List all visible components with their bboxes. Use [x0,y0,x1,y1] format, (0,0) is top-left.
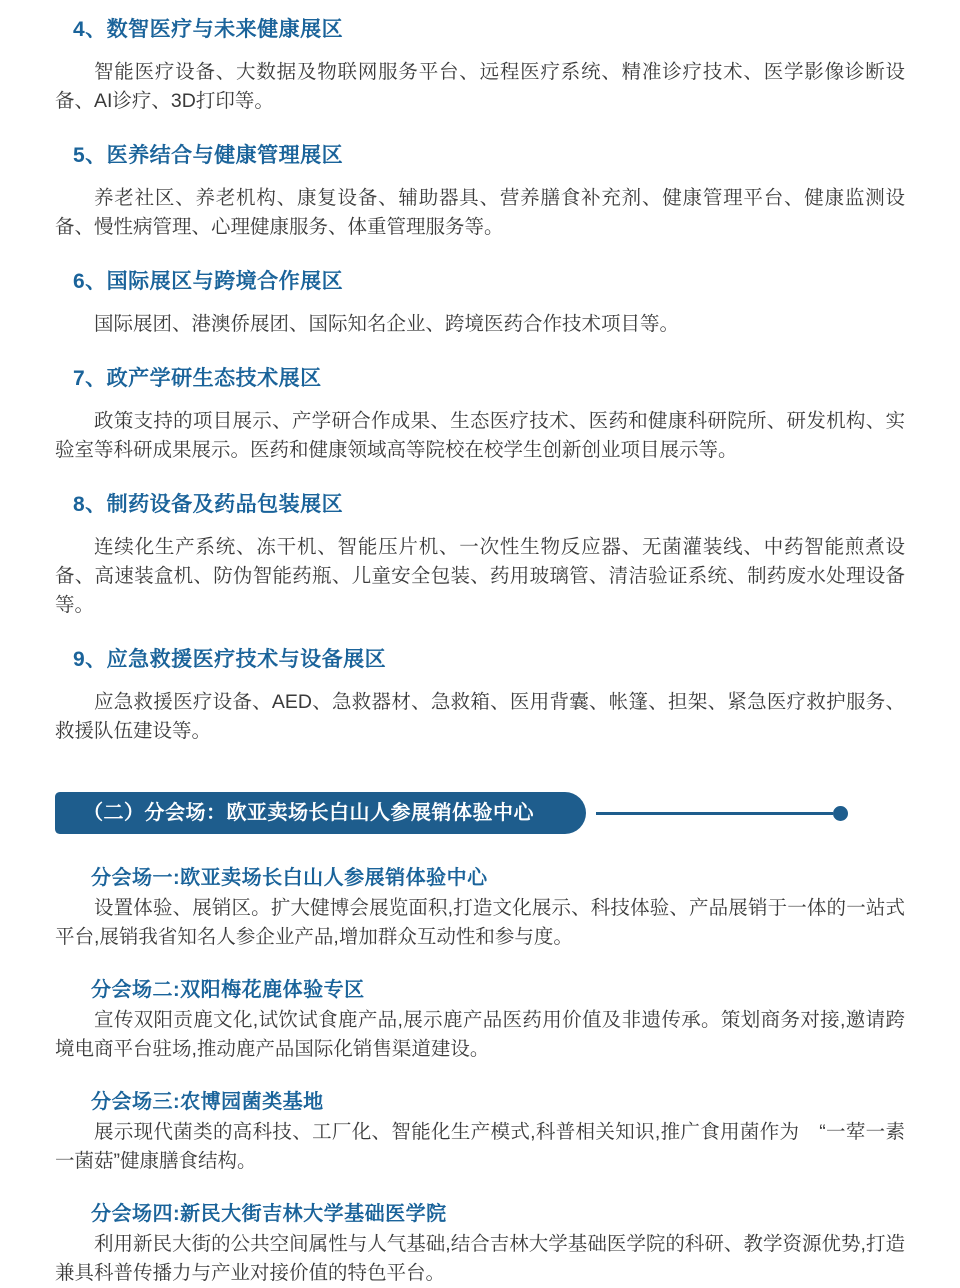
sub-venue-heading: 分会场一:欧亚卖场长白山人参展销体验中心 [91,867,488,889]
zone-heading: 5、医养结合与健康管理展区 [73,144,344,167]
zone-body: 智能医疗设备、大数据及物联网服务平台、远程医疗系统、精准诊疗技术、医学影像诊断设备、AI诊疗、3D打印等。 [55,61,905,112]
sub-venue-section [55,976,905,1064]
sub-venue-heading: 分会场三:农博园菌类基地 [91,1091,324,1113]
banner-line [596,812,833,815]
zone-heading: 6、国际展区与跨境合作展区 [73,270,344,293]
sub-venue-body: 利用新民大街的公共空间属性与人气基础,结合吉林大学基础医学院的科研、教学资源优势,打造兼具科普传播力与产业对接价值的特色平台。 [55,1233,905,1284]
zone-body: 应急救援医疗设备、AED、急救器材、急救箱、医用背囊、帐篷、担架、紧急医疗救护服务、救援队伍建设等。 [55,691,905,742]
exhibition-zone-section [55,16,905,116]
zone-body: 政策支持的项目展示、产学研合作成果、生态医疗技术、医药和健康科研院所、研发机构、实验室等科研成果展示。医药和健康领域高等院校在校学生创新创业项目展示等。 [55,410,905,461]
zone-heading: 8、制药设备及药品包装展区 [73,493,344,516]
sub-venue-banner: （二）分会场：欧亚卖场长白山人参展销体验中心 [55,792,586,834]
zone-heading: 7、政产学研生态技术展区 [73,367,322,390]
zone-body: 连续化生产系统、冻干机、智能压片机、一次性生物反应器、无菌灌装线、中药智能煎煮设备、高速装盒机、防伪智能药瓶、儿童安全包装、药用玻璃管、清洁验证系统、制药废水处理设备等。 [55,536,905,616]
exhibition-zone-section [55,268,905,339]
exhibition-zone-section [55,491,905,620]
sub-venue-section [55,1088,905,1176]
sub-venue-section [55,864,905,952]
zone-heading: 4、数智医疗与未来健康展区 [73,18,344,41]
exhibition-zone-section [55,365,905,465]
sub-venue-body: 宣传双阳贡鹿文化,试饮试食鹿产品,展示鹿产品医药用价值及非遗传承。策划商务对接,邀请跨境电商平台驻场,推动鹿产品国际化销售渠道建设。 [55,1009,905,1060]
zone-body: 国际展团、港澳侨展团、国际知名企业、跨境医药合作技术项目等。 [94,313,680,335]
zone-body: 养老社区、养老机构、康复设备、辅助器具、营养膳食补充剂、健康管理平台、健康监测设备、慢性病管理、心理健康服务、体重管理服务等。 [55,187,905,238]
sub-venue-heading: 分会场二:双阳梅花鹿体验专区 [91,979,365,1001]
sub-venue-heading: 分会场四:新民大街吉林大学基础医学院 [91,1203,447,1225]
exhibition-zone-section [55,142,905,242]
sub-venue-body: 展示现代菌类的高科技、工厂化、智能化生产模式,科普相关知识,推广食用菌作为 “一荤一素一菌菇”健康膳食结构。 [55,1121,905,1172]
exhibition-zone-section [55,646,905,746]
banner-dot-icon [833,806,848,821]
sub-venue-section-banner-row [55,792,848,834]
zone-heading: 9、应急救援医疗技术与设备展区 [73,648,387,671]
sub-venue-body: 设置体验、展销区。扩大健博会展览面积,打造文化展示、科技体验、产品展销于一体的一站式平台,展销我省知名人参企业产品,增加群众互动性和参与度。 [55,897,905,948]
sub-venue-section [55,1200,905,1288]
